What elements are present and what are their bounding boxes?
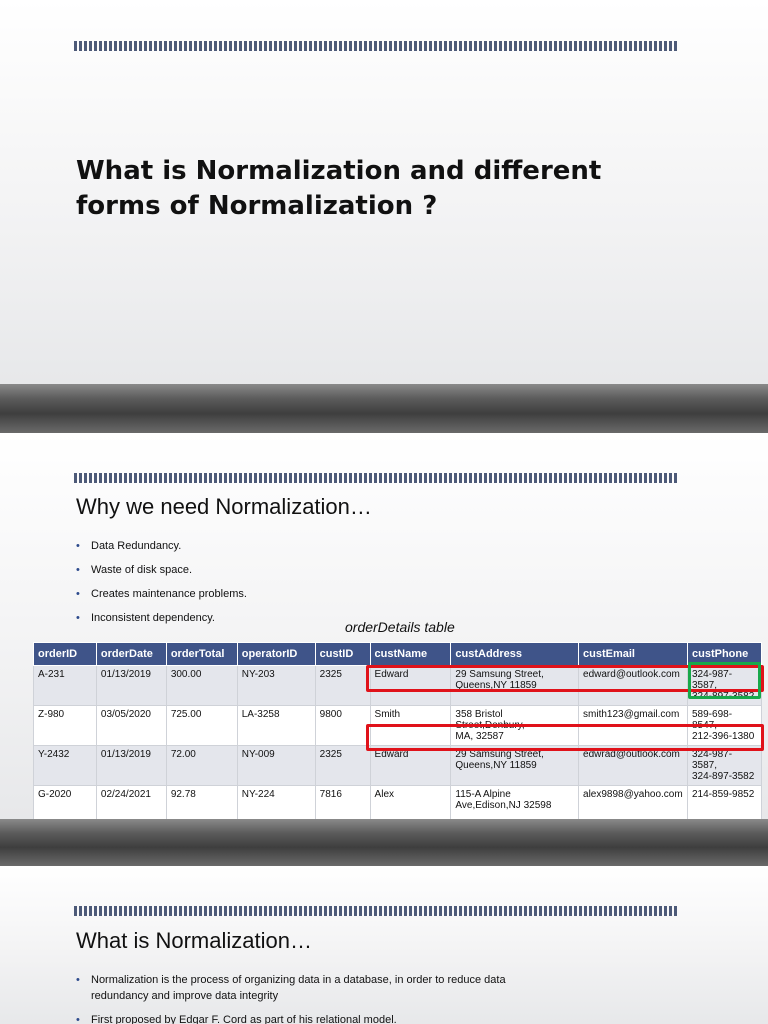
bullet-item: • Waste of disk space. <box>76 564 247 588</box>
table-row <box>34 786 762 820</box>
multi-valued-cell-highlight <box>688 662 761 699</box>
table-cell: 115-A Alpine Ave,Edison,NJ 32598 <box>451 786 579 820</box>
bullet-item: • First proposed by Edgar F. Cord as part of his relational model. <box>76 1012 526 1024</box>
table-cell: 02/24/2021 <box>96 786 166 820</box>
table-cell: Smith <box>370 706 451 746</box>
column-header: custPhone <box>688 643 762 666</box>
slide-title-line-2: forms of Normalization ? <box>76 191 438 221</box>
table-cell: NY-224 <box>237 786 315 820</box>
table-cell: Alex <box>370 786 451 820</box>
table-cell: 324-987-3587, 324-897-3582 <box>688 666 762 706</box>
slide-title <box>76 154 696 224</box>
table-cell: 7816 <box>315 786 370 820</box>
slide-heading: What is Normalization… <box>76 928 312 953</box>
table-cell: 01/13/2019 <box>96 666 166 706</box>
column-header: operatorID <box>237 643 315 666</box>
table-row <box>34 746 762 786</box>
table-cell: 92.78 <box>166 786 237 820</box>
table-cell: 01/13/2019 <box>96 746 166 786</box>
table-cell: 72.00 <box>166 746 237 786</box>
bullet-item: • Data Redundancy. <box>76 540 247 564</box>
bullet-item: • Normalization is the process of organizing data in a database, in order to reduce data redundancy and improve data integrity <box>76 972 526 1004</box>
bullet-item: • Creates maintenance problems. <box>76 588 247 612</box>
table-cell: 214-859-9852 <box>688 786 762 820</box>
slide-1 <box>0 0 768 384</box>
column-header: custEmail <box>579 643 688 666</box>
table-cell: Y-2432 <box>34 746 97 786</box>
table-cell: Z-980 <box>34 706 97 746</box>
bullet-list <box>76 540 247 636</box>
table-cell: 358 Bristol Street,Denbury, MA, 32587 <box>451 706 579 746</box>
decorative-stripe <box>74 906 677 916</box>
column-header: custID <box>315 643 370 666</box>
table-cell: edward@outlook.com <box>579 666 688 706</box>
table-cell: 725.00 <box>166 706 237 746</box>
table-cell: Edward <box>370 666 451 706</box>
table-cell: G-2020 <box>34 786 97 820</box>
duplicate-record-highlight <box>366 724 764 751</box>
column-header: orderTotal <box>166 643 237 666</box>
table-cell: Edward <box>370 746 451 786</box>
table-cell: edwrad@outlook.com <box>579 746 688 786</box>
slide-title-line-1: What is Normalization and different <box>76 156 602 186</box>
column-header: orderDate <box>96 643 166 666</box>
table-cell: 29 Samsung Street, Queens,NY 11859 <box>451 746 579 786</box>
table-cell: alex9898@yahoo.com <box>579 786 688 820</box>
decorative-stripe <box>74 41 677 51</box>
slide-3 <box>0 866 768 1024</box>
table-cell: smith123@gmail.com <box>579 706 688 746</box>
slide-separator <box>0 819 768 866</box>
table-cell: NY-203 <box>237 666 315 706</box>
table-cell: 9800 <box>315 706 370 746</box>
bullet-item: • Inconsistent dependency. <box>76 612 247 636</box>
table-cell: 589-698-8547, 212-396-1380 <box>688 706 762 746</box>
slide-heading: Why we need Normalization… <box>76 494 372 519</box>
column-header: custName <box>370 643 451 666</box>
slide-separator <box>0 384 768 433</box>
column-header: custAddress <box>451 643 579 666</box>
table-cell: 324-987-3587, 324-897-3582 <box>688 746 762 786</box>
table-cell: 300.00 <box>166 666 237 706</box>
table-cell: 29 Samsung Street, Queens,NY 11859 <box>451 666 579 706</box>
table-cell: 03/05/2020 <box>96 706 166 746</box>
table-header-row <box>34 643 762 666</box>
table-cell: 2325 <box>315 746 370 786</box>
decorative-stripe <box>74 473 677 483</box>
column-header: orderID <box>34 643 97 666</box>
table-cell: LA-3258 <box>237 706 315 746</box>
table-cell: NY-009 <box>237 746 315 786</box>
slide-2 <box>0 433 768 819</box>
bullet-list <box>76 972 526 1024</box>
table-caption: orderDetails table <box>345 619 455 635</box>
table-cell: 2325 <box>315 666 370 706</box>
table-cell: A-231 <box>34 666 97 706</box>
